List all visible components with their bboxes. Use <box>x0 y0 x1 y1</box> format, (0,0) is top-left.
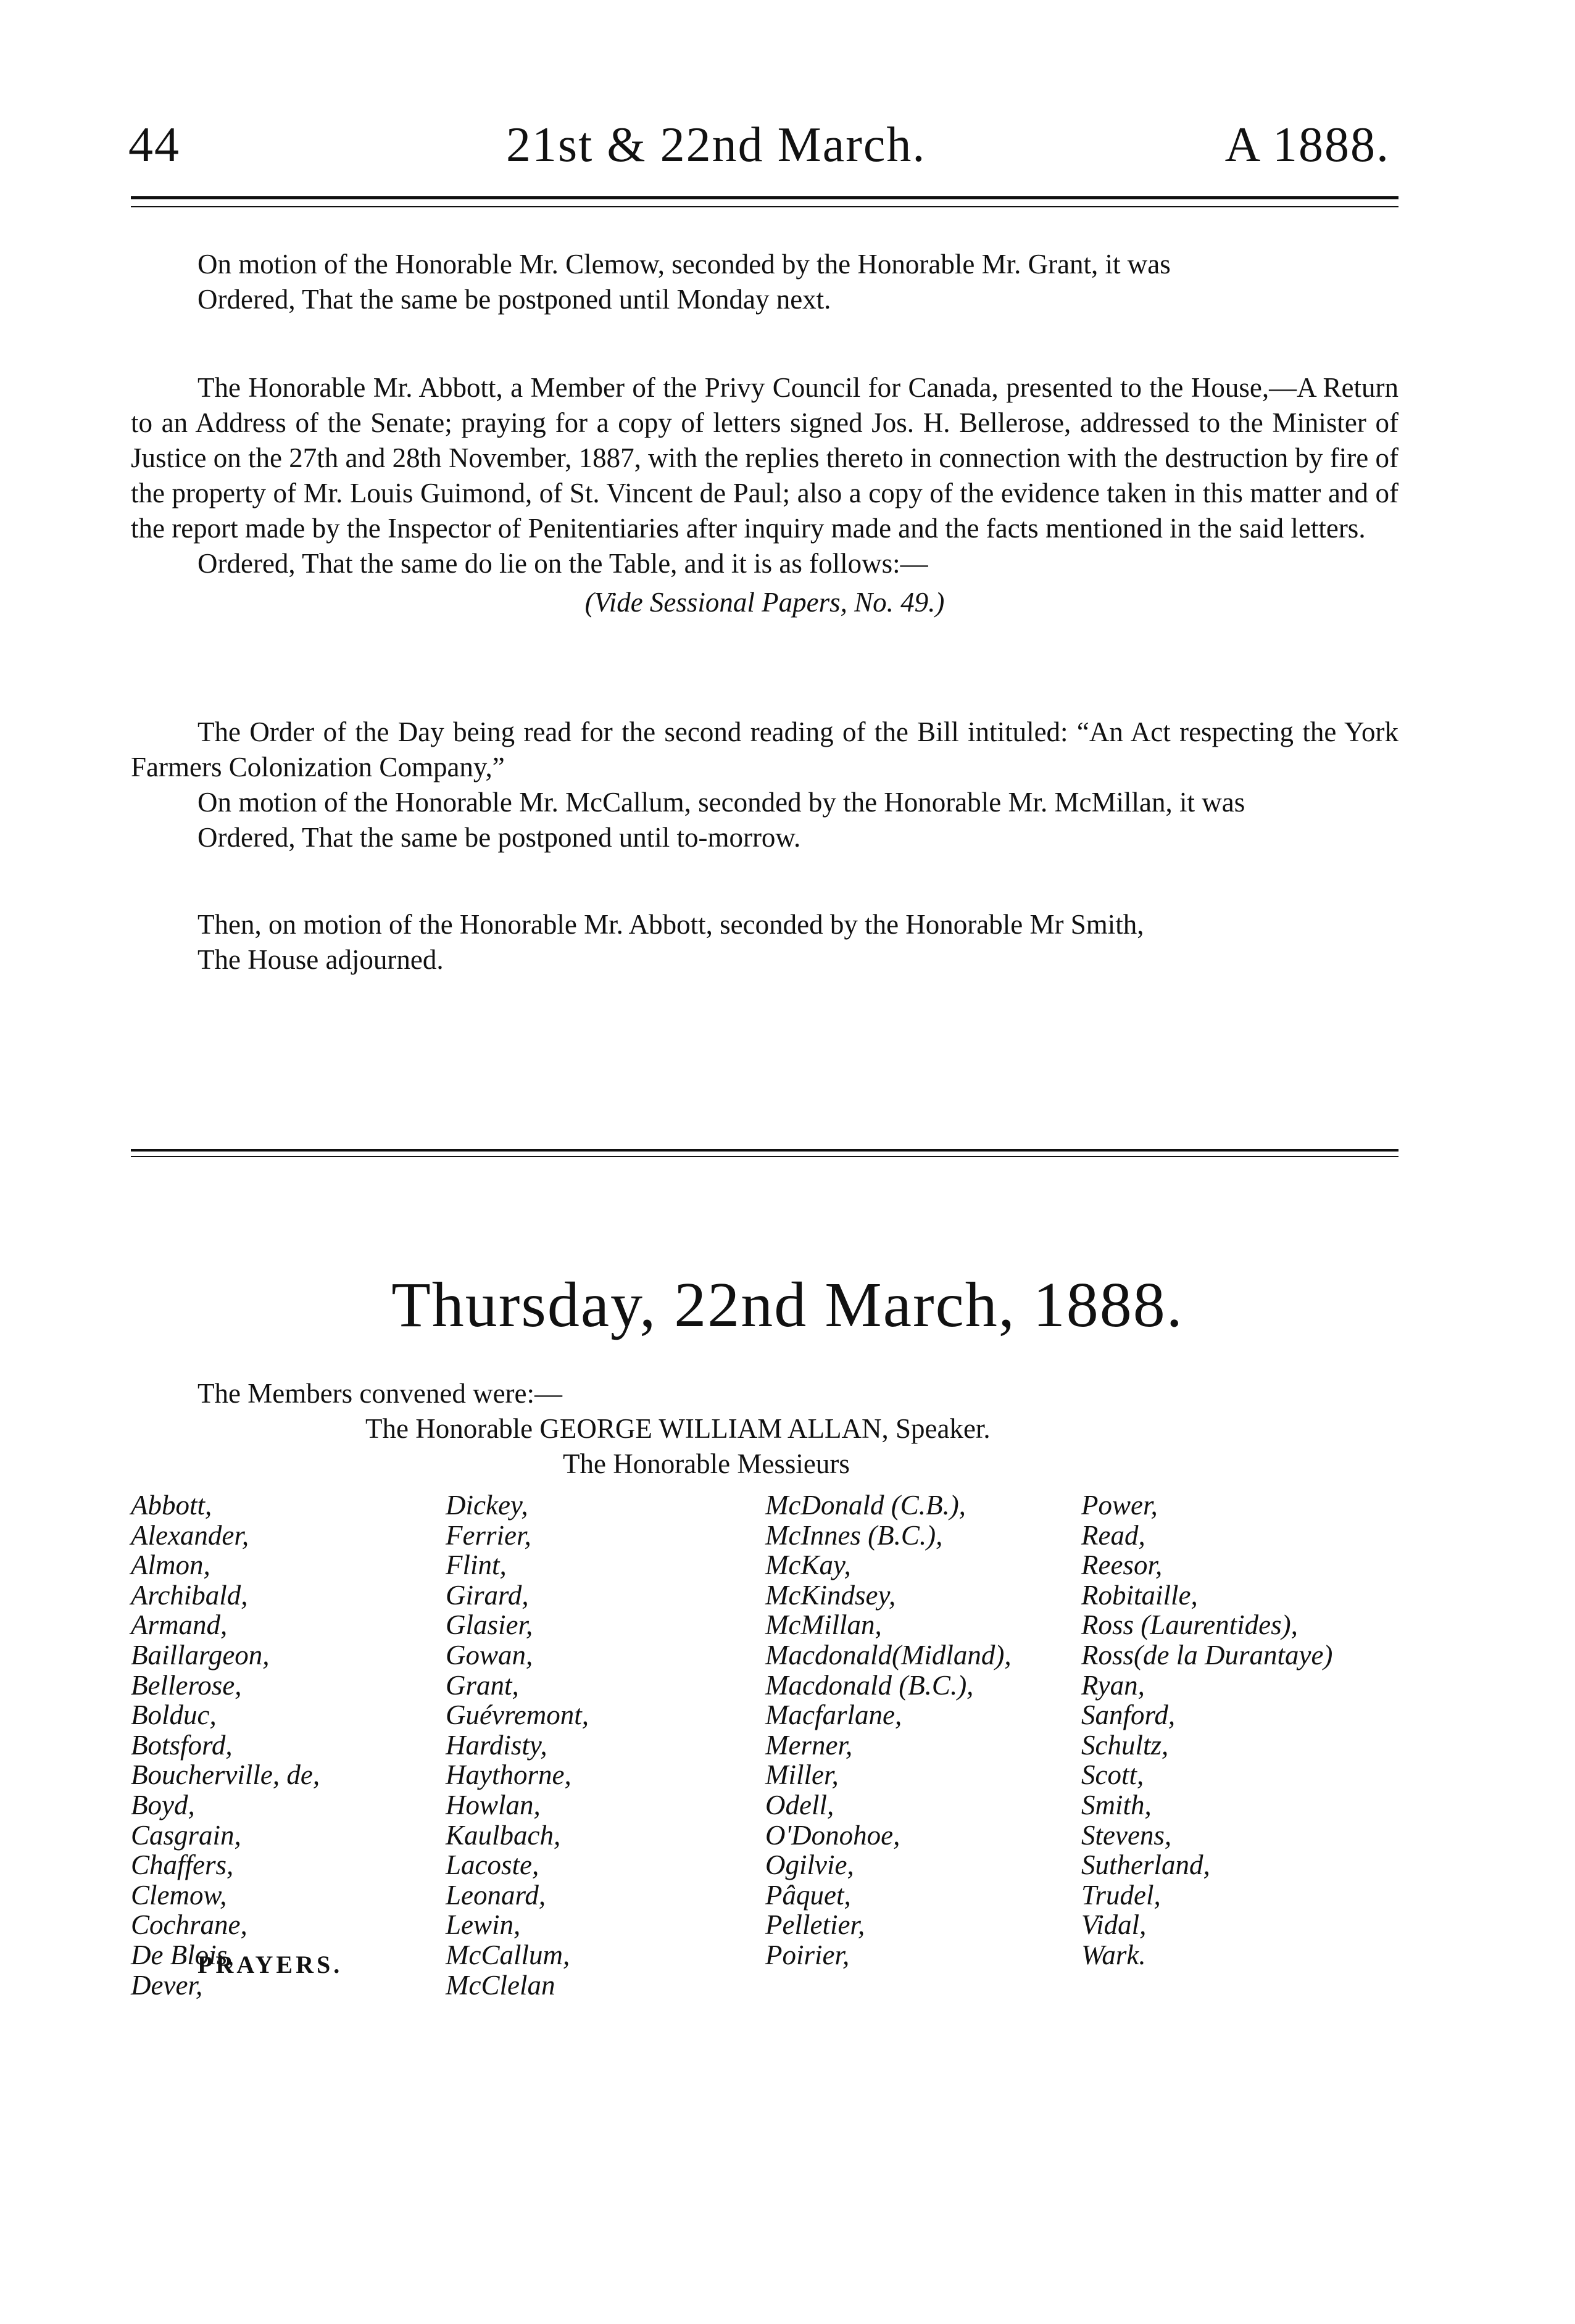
header-rule-thin <box>131 206 1398 207</box>
member-name: Vidal, <box>1081 1909 1147 1941</box>
member-name: Bolduc, <box>131 1699 217 1731</box>
member-name: Kaulbach, <box>446 1819 561 1851</box>
entry-line: The Honorable Mr. Abbott, a Member of the Privy Council for Canada, presented to the House,—A Return to an Address of the Senate; praying for a copy of letters signed Jos. H. Bellerose, addressed to the Minister of Justice on the 27th and 28th November, 1887, with the replies thereto in connection with the destruction by fire of the property of Mr. Louis Guimond, of St. Vincent de Paul; also a copy of the evidence taken in this matter and of the report made by the Inspector of Penitentiaries after inquiry made and the facts mentioned in the said letters. <box>131 372 1398 544</box>
member-name: Ross(de la Durantaye) <box>1081 1639 1333 1670</box>
member-name: Armand, <box>131 1609 228 1641</box>
member-name: Girard, <box>446 1579 529 1611</box>
member-name: Ogilvie, <box>765 1849 854 1881</box>
member-name: Dever, <box>131 1969 203 2001</box>
members-intro: The Members convened were:— <box>197 1378 563 1409</box>
member-name: Read, <box>1081 1519 1145 1551</box>
member-name: Almon, <box>131 1550 210 1581</box>
entry-adjournment <box>131 907 1398 977</box>
member-name: O'Donohoe, <box>765 1819 900 1851</box>
member-name: Macdonald (B.C.), <box>765 1669 974 1701</box>
running-year: A 1888. <box>1224 118 1390 172</box>
entry-postponement-1 <box>131 247 1398 317</box>
members-block <box>131 1376 1398 1482</box>
member-name: Baillargeon, <box>131 1639 270 1670</box>
member-name: Casgrain, <box>131 1819 241 1851</box>
member-name: Power, <box>1081 1490 1158 1521</box>
member-name: Boucherville, de, <box>131 1759 320 1791</box>
member-name: Botsford, <box>131 1729 233 1761</box>
member-name: Trudel, <box>1081 1879 1161 1911</box>
member-name: Glasier, <box>446 1609 533 1641</box>
page-number: 44 <box>128 118 180 172</box>
member-name: Ross (Laurentides), <box>1081 1609 1298 1641</box>
entry-order-of-day <box>131 715 1398 855</box>
member-name: Robitaille, <box>1081 1579 1198 1611</box>
member-name: McDonald (C.B.), <box>765 1490 966 1521</box>
member-name: Cochrane, <box>131 1909 247 1941</box>
member-name: Boyd, <box>131 1789 195 1820</box>
entry-line: Ordered, That the same be postponed until Monday next. <box>197 284 831 315</box>
member-name: Stevens, <box>1081 1819 1172 1851</box>
member-name: Wark. <box>1081 1939 1146 1970</box>
entry-line: The Order of the Day being read for the second reading of the Bill intituled: “An Act respecting the York Farmers Colonization Company,” <box>131 716 1398 782</box>
member-name: Bellerose, <box>131 1669 242 1701</box>
member-name: Sutherland, <box>1081 1849 1210 1881</box>
member-name: Hardisty, <box>446 1729 547 1761</box>
header-rule-thick <box>131 196 1398 199</box>
member-name: Haythorne, <box>446 1759 571 1791</box>
member-name: Merner, <box>765 1729 853 1761</box>
member-name: Clemow, <box>131 1879 227 1911</box>
member-name: Dickey, <box>446 1490 528 1521</box>
member-name: McCallum, <box>446 1939 570 1970</box>
member-name: McKay, <box>765 1550 851 1581</box>
member-name: Gowan, <box>446 1639 533 1670</box>
members-column-4 <box>1081 1490 1332 1970</box>
entry-line: Then, on motion of the Honorable Mr. Abbott, seconded by the Honorable Mr Smith, <box>197 909 1144 940</box>
members-column-2 <box>446 1490 589 2000</box>
member-name: Odell, <box>765 1789 834 1820</box>
member-name: Sanford, <box>1081 1699 1176 1731</box>
day-heading: Thursday, 22nd March, 1888. <box>391 1269 1184 1340</box>
member-name: Archibald, <box>131 1579 248 1611</box>
member-name: Reesor, <box>1081 1550 1163 1581</box>
member-name: Macdonald(Midland), <box>765 1639 1012 1670</box>
prayers-label: PRAYERS. <box>197 1951 343 1978</box>
sessional-papers-reference: (Vide Sessional Papers, No. 49.) <box>584 587 945 618</box>
member-name: Grant, <box>446 1669 519 1701</box>
entry-line: Ordered, That the same be postponed until to-morrow. <box>197 822 801 853</box>
members-column-3 <box>765 1490 1012 1970</box>
member-name: Howlan, <box>446 1789 541 1820</box>
member-name: McClelan <box>446 1969 555 2001</box>
entry-return-presented <box>131 370 1398 620</box>
members-column-1 <box>131 1490 320 2000</box>
member-name: Ferrier, <box>446 1519 531 1551</box>
member-name: De Blois, <box>131 1939 235 1970</box>
messieurs-line: The Honorable Messieurs <box>563 1448 850 1479</box>
member-name: Flint, <box>446 1550 507 1581</box>
member-name: Macfarlane, <box>765 1699 902 1731</box>
member-name: Pelletier, <box>765 1909 865 1941</box>
member-name: Pâquet, <box>765 1879 851 1911</box>
member-name: McMillan, <box>765 1609 882 1641</box>
member-name: Lacoste, <box>446 1849 539 1881</box>
running-title: 21st & 22nd March. <box>506 118 926 172</box>
entry-line: Ordered, That the same do lie on the Table, and it is as follows:— <box>197 548 928 579</box>
speaker-line: The Honorable GEORGE WILLIAM ALLAN, Speaker. <box>365 1413 991 1444</box>
entry-line: On motion of the Honorable Mr. Clemow, seconded by the Honorable Mr. Grant, it was <box>197 249 1171 280</box>
entry-line: The House adjourned. <box>197 944 444 975</box>
member-name: McKindsey, <box>765 1579 896 1611</box>
member-name: Leonard, <box>446 1879 546 1911</box>
member-name: Miller, <box>765 1759 839 1791</box>
member-name: Smith, <box>1081 1789 1152 1820</box>
member-name: Scott, <box>1081 1759 1144 1791</box>
member-name: Guévremont, <box>446 1699 589 1731</box>
entry-line: On motion of the Honorable Mr. McCallum, seconded by the Honorable Mr. McMillan, it was <box>197 787 1245 818</box>
member-name: Chaffers, <box>131 1849 234 1881</box>
member-name: Schultz, <box>1081 1729 1169 1761</box>
member-name: Poirier, <box>765 1939 850 1970</box>
member-name: Alexander, <box>131 1519 249 1551</box>
page-header <box>0 117 1575 185</box>
member-name: McInnes (B.C.), <box>765 1519 943 1551</box>
member-name: Lewin, <box>446 1909 521 1941</box>
member-name: Abbott, <box>131 1490 212 1521</box>
section-rule-thin <box>131 1156 1398 1157</box>
section-rule-thick <box>131 1149 1398 1152</box>
member-name: Ryan, <box>1081 1669 1145 1701</box>
